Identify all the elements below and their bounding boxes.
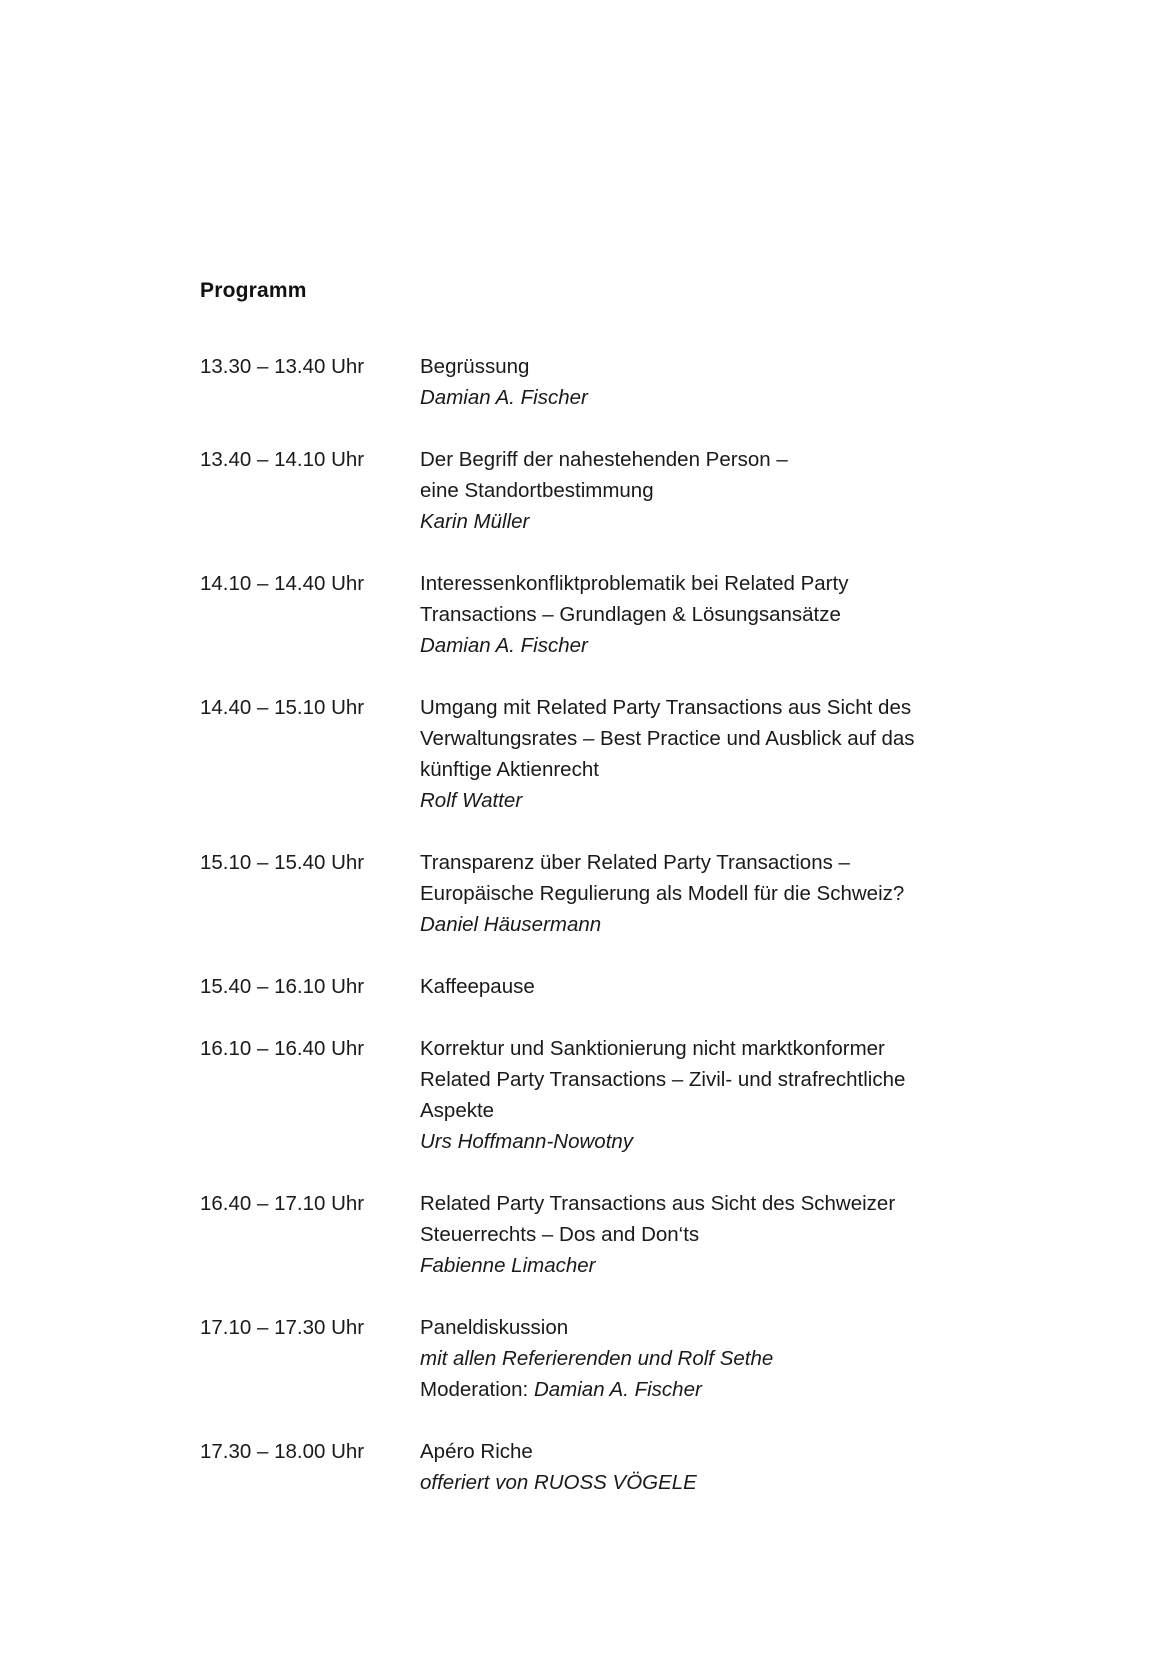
schedule-detail (420, 444, 960, 537)
schedule-title-line: Umgang mit Related Party Transactions aus Sicht des (420, 696, 912, 720)
schedule-row (200, 692, 960, 816)
schedule-list (200, 351, 960, 1498)
schedule-speaker: Damian A. Fischer (420, 634, 588, 658)
schedule-title-line: eine Standortbestimmung (420, 479, 654, 503)
schedule-speaker: mit allen Referierenden und Rolf Sethe (420, 1347, 774, 1371)
schedule-detail (420, 1312, 960, 1405)
schedule-title-line: Europäische Regulierung als Modell für die Schweiz? (420, 882, 905, 906)
schedule-title-line: Related Party Transactions aus Sicht des Schweizer (420, 1192, 896, 1216)
schedule-detail (420, 1033, 960, 1157)
schedule-detail (420, 351, 960, 413)
schedule-row (200, 1033, 960, 1157)
schedule-title-line: Kaffeepause (420, 975, 535, 999)
schedule-time: 14.40 – 15.10 Uhr (200, 696, 365, 720)
schedule-time: 16.40 – 17.10 Uhr (200, 1192, 365, 1216)
schedule-detail (420, 1436, 960, 1498)
schedule-speaker: Daniel Häusermann (420, 913, 602, 937)
schedule-time: 13.30 – 13.40 Uhr (200, 355, 365, 379)
page-title: Programm (200, 279, 307, 302)
schedule-row (200, 568, 960, 661)
schedule-title-line: Interessenkonfliktproblematik bei Related Party (420, 572, 849, 596)
schedule-title-line: Transparenz über Related Party Transactions – (420, 851, 850, 875)
schedule-title-line: Apéro Riche (420, 1440, 533, 1464)
schedule-title-line: Begrüssung (420, 355, 530, 379)
schedule-title-line: Aspekte (420, 1099, 495, 1123)
schedule-speaker: Urs Hoffmann-Nowotny (420, 1130, 634, 1154)
schedule-speaker: Rolf Watter (420, 789, 523, 813)
schedule-detail (420, 971, 960, 1002)
schedule-speaker: offeriert von RUOSS VÖGELE (420, 1471, 697, 1495)
schedule-speaker: Karin Müller (420, 510, 530, 534)
moderation-label: Moderation: (420, 1378, 534, 1402)
moderation-name: Damian A. Fischer (533, 1378, 702, 1402)
schedule-title-line: Verwaltungsrates – Best Practice und Ausblick auf das (420, 727, 915, 751)
schedule-title-line: Der Begriff der nahestehenden Person – (420, 448, 788, 472)
schedule-title-line: Korrektur und Sanktionierung nicht marktkonformer (420, 1037, 885, 1061)
schedule-row (200, 351, 960, 413)
schedule-time: 17.30 – 18.00 Uhr (200, 1440, 365, 1464)
schedule-speaker: Fabienne Limacher (420, 1254, 596, 1278)
schedule-row (200, 1436, 960, 1498)
schedule-time: 16.10 – 16.40 Uhr (200, 1037, 365, 1061)
schedule-title-line: Related Party Transactions – Zivil- und strafrechtliche (420, 1068, 906, 1092)
schedule-title-line: künftige Aktienrecht (420, 758, 599, 782)
schedule-time: 15.40 – 16.10 Uhr (200, 975, 365, 999)
schedule-row (200, 444, 960, 537)
program-content (200, 278, 960, 1498)
schedule-detail (420, 692, 960, 816)
schedule-time: 17.10 – 17.30 Uhr (200, 1316, 365, 1340)
schedule-time: 14.10 – 14.40 Uhr (200, 572, 365, 596)
schedule-row (200, 1312, 960, 1405)
schedule-moderation (420, 1374, 960, 1405)
schedule-detail (420, 568, 960, 661)
schedule-title-line: Transactions – Grundlagen & Lösungsansätze (420, 603, 841, 627)
schedule-time: 15.10 – 15.40 Uhr (200, 851, 365, 875)
schedule-detail (420, 847, 960, 940)
schedule-detail (420, 1188, 960, 1281)
schedule-row (200, 1188, 960, 1281)
schedule-title-line: Steuerrechts – Dos and Don‘ts (420, 1223, 700, 1247)
schedule-time: 13.40 – 14.10 Uhr (200, 448, 365, 472)
schedule-speaker: Damian A. Fischer (420, 386, 588, 410)
schedule-row (200, 847, 960, 940)
schedule-row (200, 971, 960, 1002)
schedule-title-line: Paneldiskussion (420, 1316, 569, 1340)
